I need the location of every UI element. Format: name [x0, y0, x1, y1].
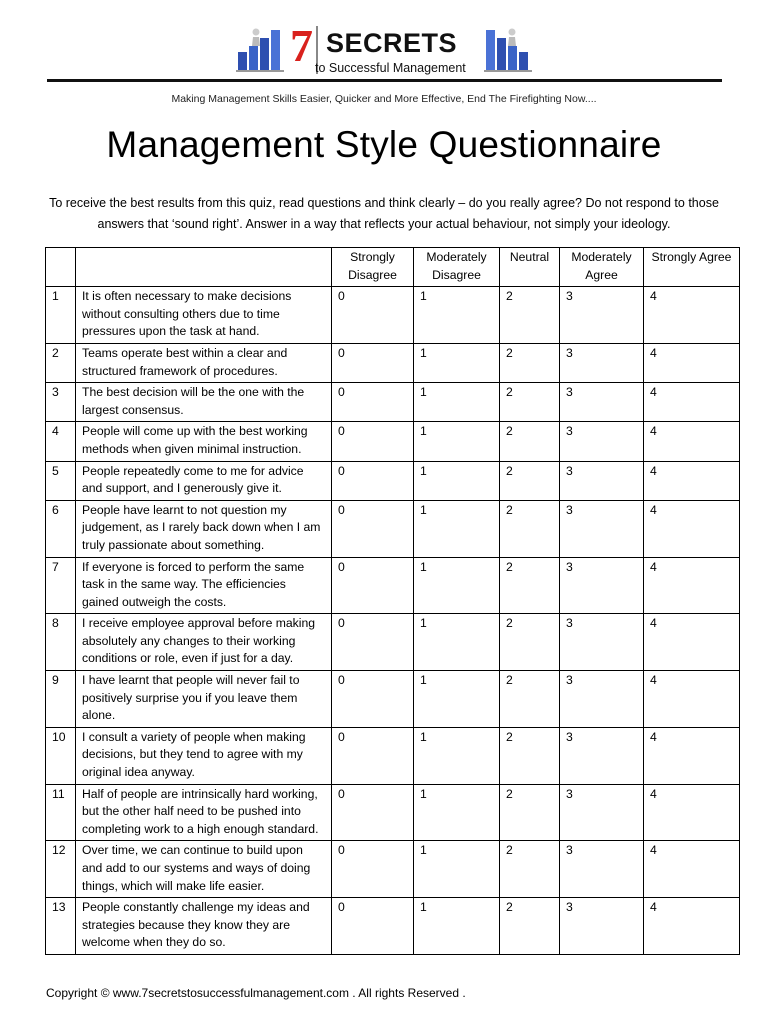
score-neutral[interactable]: 2 — [500, 287, 560, 344]
score-strongly-agree[interactable]: 4 — [644, 614, 740, 671]
score-neutral[interactable]: 2 — [500, 671, 560, 728]
question-statement: People repeatedly come to me for advice and support, and I generously give it. — [76, 461, 332, 500]
score-strongly-disagree[interactable]: 0 — [332, 727, 414, 784]
bar-chart-figure-icon — [236, 26, 284, 72]
score-strongly-agree[interactable]: 4 — [644, 422, 740, 461]
question-number: 10 — [46, 727, 76, 784]
score-neutral[interactable]: 2 — [500, 422, 560, 461]
score-strongly-agree[interactable]: 4 — [644, 287, 740, 344]
table-row — [46, 383, 740, 422]
score-neutral[interactable]: 2 — [500, 557, 560, 614]
score-strongly-agree[interactable]: 4 — [644, 898, 740, 955]
column-header-strongly-agree: Strongly Agree — [644, 248, 740, 287]
score-moderately-agree[interactable]: 3 — [560, 383, 644, 422]
column-header-neutral: Neutral — [500, 248, 560, 287]
score-moderately-disagree[interactable]: 1 — [414, 557, 500, 614]
score-neutral[interactable]: 2 — [500, 841, 560, 898]
intro-text: To receive the best results from this quiz, read questions and think clearly – do you really agree? Do not respond to those answers that ‘sound right’. Answer in a way that reflects your actual behaviour, not simply your ideology. — [49, 196, 719, 231]
score-moderately-agree[interactable]: 3 — [560, 784, 644, 841]
question-number: 3 — [46, 383, 76, 422]
score-neutral[interactable]: 2 — [500, 461, 560, 500]
score-strongly-agree[interactable]: 4 — [644, 727, 740, 784]
page-title: Management Style Questionnaire — [106, 124, 662, 165]
score-neutral[interactable]: 2 — [500, 727, 560, 784]
question-statement: If everyone is forced to perform the same task in the same way. The efficiencies gained outweigh the costs. — [76, 557, 332, 614]
score-strongly-agree[interactable]: 4 — [644, 500, 740, 557]
score-moderately-agree[interactable]: 3 — [560, 287, 644, 344]
score-strongly-disagree[interactable]: 0 — [332, 343, 414, 382]
score-strongly-agree[interactable]: 4 — [644, 784, 740, 841]
question-statement: Half of people are intrinsically hard working, but the other half need to be pushed into completing work to a high enough standard. — [76, 784, 332, 841]
score-strongly-agree[interactable]: 4 — [644, 671, 740, 728]
score-strongly-disagree[interactable]: 0 — [332, 287, 414, 344]
table-row — [46, 287, 740, 344]
question-number: 7 — [46, 557, 76, 614]
bar-chart-figure-icon — [484, 26, 532, 72]
score-moderately-agree[interactable]: 3 — [560, 841, 644, 898]
score-neutral[interactable]: 2 — [500, 500, 560, 557]
question-number: 9 — [46, 671, 76, 728]
score-neutral[interactable]: 2 — [500, 383, 560, 422]
question-number: 11 — [46, 784, 76, 841]
table-row — [46, 343, 740, 382]
score-moderately-disagree[interactable]: 1 — [414, 343, 500, 382]
logo-subtitle: to Successful Management — [315, 61, 466, 75]
score-moderately-disagree[interactable]: 1 — [414, 727, 500, 784]
table-row — [46, 614, 740, 671]
column-header-moderately-disagree: Moderately Disagree — [414, 248, 500, 287]
question-number: 6 — [46, 500, 76, 557]
table-row — [46, 557, 740, 614]
score-moderately-agree[interactable]: 3 — [560, 461, 644, 500]
question-number: 5 — [46, 461, 76, 500]
column-header-number — [46, 248, 76, 287]
question-statement: People have learnt to not question my judgement, as I rarely back down when I am truly passionate about something. — [76, 500, 332, 557]
column-header-moderately-agree: Moderately Agree — [560, 248, 644, 287]
question-number: 1 — [46, 287, 76, 344]
question-number: 8 — [46, 614, 76, 671]
score-moderately-agree[interactable]: 3 — [560, 727, 644, 784]
logo-number: 7 — [290, 20, 313, 71]
question-statement: Teams operate best within a clear and structured framework of procedures. — [76, 343, 332, 382]
score-strongly-disagree[interactable]: 0 — [332, 557, 414, 614]
score-strongly-disagree[interactable]: 0 — [332, 614, 414, 671]
score-moderately-disagree[interactable]: 1 — [414, 287, 500, 344]
score-moderately-agree[interactable]: 3 — [560, 614, 644, 671]
score-moderately-disagree[interactable]: 1 — [414, 461, 500, 500]
score-strongly-disagree[interactable]: 0 — [332, 671, 414, 728]
table-row — [46, 727, 740, 784]
logo-title: SECRETS — [326, 28, 458, 58]
score-moderately-disagree[interactable]: 1 — [414, 898, 500, 955]
table-row — [46, 841, 740, 898]
copyright-footer: Copyright © www.7secretstosuccessfulmanagement.com . All rights Reserved . — [46, 986, 466, 1000]
score-moderately-disagree[interactable]: 1 — [414, 671, 500, 728]
question-number: 4 — [46, 422, 76, 461]
score-strongly-agree[interactable]: 4 — [644, 343, 740, 382]
question-number: 13 — [46, 898, 76, 955]
score-moderately-agree[interactable]: 3 — [560, 671, 644, 728]
score-moderately-disagree[interactable]: 1 — [414, 383, 500, 422]
score-moderately-disagree[interactable]: 1 — [414, 422, 500, 461]
page-header — [0, 0, 768, 105]
score-strongly-disagree[interactable]: 0 — [332, 898, 414, 955]
score-neutral[interactable]: 2 — [500, 784, 560, 841]
score-neutral[interactable]: 2 — [500, 343, 560, 382]
score-moderately-agree[interactable]: 3 — [560, 898, 644, 955]
table-row — [46, 422, 740, 461]
question-statement: I have learnt that people will never fail to positively surprise you if you leave them alone. — [76, 671, 332, 728]
score-strongly-disagree[interactable]: 0 — [332, 461, 414, 500]
score-moderately-disagree[interactable]: 1 — [414, 841, 500, 898]
table-row — [46, 784, 740, 841]
score-strongly-disagree[interactable]: 0 — [332, 500, 414, 557]
score-strongly-disagree[interactable]: 0 — [332, 422, 414, 461]
questionnaire-table — [45, 247, 740, 955]
score-strongly-agree[interactable]: 4 — [644, 383, 740, 422]
score-moderately-agree[interactable]: 3 — [560, 557, 644, 614]
score-moderately-agree[interactable]: 3 — [560, 422, 644, 461]
question-statement: I consult a variety of people when making decisions, but they tend to agree with my original idea anyway. — [76, 727, 332, 784]
table-row — [46, 461, 740, 500]
logo — [236, 22, 532, 80]
score-strongly-disagree[interactable]: 0 — [332, 784, 414, 841]
question-statement: People constantly challenge my ideas and strategies because they know they are welcome when they do so. — [76, 898, 332, 955]
score-neutral[interactable]: 2 — [500, 614, 560, 671]
score-moderately-disagree[interactable]: 1 — [414, 784, 500, 841]
table-row — [46, 898, 740, 955]
question-statement: People will come up with the best working methods when given minimal instruction. — [76, 422, 332, 461]
score-moderately-agree[interactable]: 3 — [560, 343, 644, 382]
score-strongly-disagree[interactable]: 0 — [332, 383, 414, 422]
question-statement: I receive employee approval before making absolutely any changes to their working conditions or role, even if just for a day. — [76, 614, 332, 671]
question-number: 2 — [46, 343, 76, 382]
table-row — [46, 671, 740, 728]
question-statement: The best decision will be the one with the largest consensus. — [76, 383, 332, 422]
question-statement: Over time, we can continue to build upon and add to our systems and ways of doing things, which will make life easier. — [76, 841, 332, 898]
question-statement: It is often necessary to make decisions without consulting others due to time pressures upon the task at hand. — [76, 287, 332, 344]
table-header-row — [46, 248, 740, 287]
score-strongly-disagree[interactable]: 0 — [332, 841, 414, 898]
header-rule — [47, 79, 722, 82]
score-strongly-agree[interactable]: 4 — [644, 841, 740, 898]
tagline: Making Management Skills Easier, Quicker and More Effective, End The Firefighting Now.... — [171, 93, 597, 105]
score-strongly-agree[interactable]: 4 — [644, 461, 740, 500]
question-number: 12 — [46, 841, 76, 898]
score-neutral[interactable]: 2 — [500, 898, 560, 955]
score-moderately-agree[interactable]: 3 — [560, 500, 644, 557]
score-moderately-disagree[interactable]: 1 — [414, 614, 500, 671]
column-header-strongly-disagree: Strongly Disagree — [332, 248, 414, 287]
score-moderately-disagree[interactable]: 1 — [414, 500, 500, 557]
score-strongly-agree[interactable]: 4 — [644, 557, 740, 614]
table-row — [46, 500, 740, 557]
column-header-statement — [76, 248, 332, 287]
